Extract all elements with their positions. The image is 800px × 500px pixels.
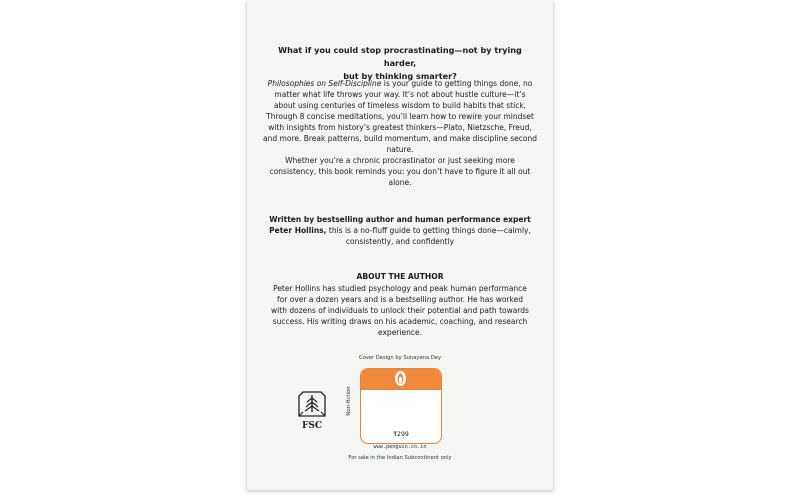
- about-author-heading: ABOUT THE AUTHOR: [356, 272, 444, 281]
- hook-question: [267, 44, 533, 82]
- fsc-label: FSC: [301, 421, 323, 431]
- blurb-paragraph-1: [263, 78, 537, 111]
- penguin-icon: [395, 371, 406, 386]
- author-pitch-bold: Written by bestselling author and human performance expert Peter Hollins,: [269, 215, 531, 235]
- about-author-text: Peter Hollins has studied psychology and peak human performance for over a dozen years and is a bestselling author. He has worked with dozens of individuals to unlock their potential and path towards success. His writing draws on his academic, coaching, and research experience.: [271, 284, 529, 337]
- price: ₹299: [393, 431, 409, 438]
- publisher-url: www.penguin.co.in: [373, 444, 427, 450]
- blurb-paragraph-2: Through 8 concise meditations, you’ll learn how to rewire your mindset with insights from history’s greatest thinkers—Plato, Nietzsche, Freud, and more. Break patterns, build momentum, and make discipline second nature.: [263, 112, 537, 154]
- category-label: Non-fiction: [346, 386, 352, 416]
- sale-region-note: For sale in the Indian Subcontinent only: [348, 455, 452, 461]
- price-box: [360, 368, 442, 444]
- author-pitch: [265, 214, 535, 247]
- hook-line-1: What if you could stop procrastinating—not by trying harder,: [278, 45, 522, 68]
- author-pitch-rest: this is a no-fluff guide to getting things done—calmly, consistently, and confidently: [326, 226, 531, 246]
- blurb-paragraph-3: Whether you’re a chronic procrastinator or just seeking more consistency, this book reminds you: you don’t have to figure it all out alone.: [269, 156, 531, 187]
- blurb-paragraph-1-rest: is your guide to getting things done, no matter what life throws your way. It’s not about hustle culture—it’s about using centuries of timeless wisdom to build habits that stick.: [273, 79, 533, 110]
- blurb: [263, 78, 537, 188]
- fsc-logo-icon: [295, 388, 329, 432]
- price-band: [361, 369, 441, 390]
- cover-design-credit: Cover Design by Sunayana Dey: [358, 355, 442, 361]
- back-cover: [247, 0, 553, 490]
- book-title: Philosophies on Self-Discipline: [267, 79, 382, 88]
- penguin-logo-icon: [395, 371, 406, 386]
- hook-line-2: but by thinking smarter?: [343, 70, 457, 81]
